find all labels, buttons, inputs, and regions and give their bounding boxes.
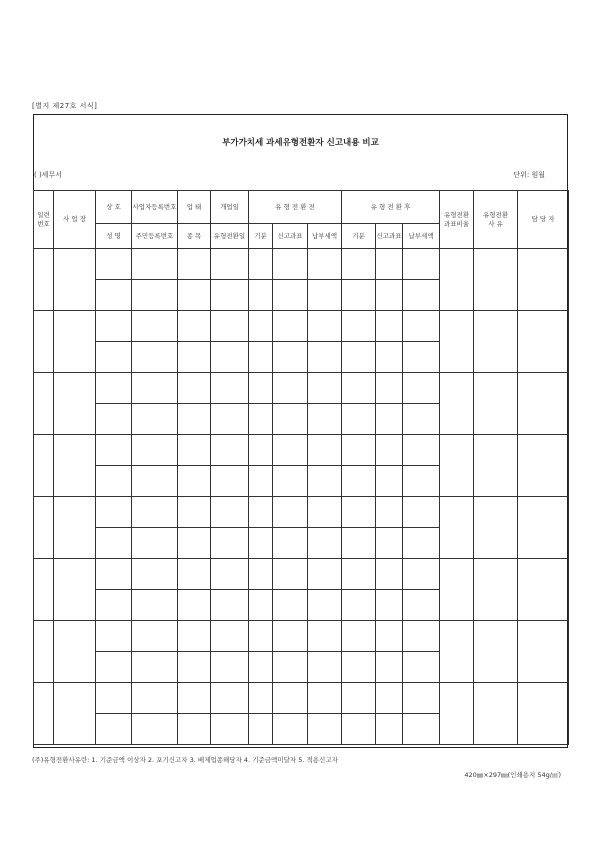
- entry-cell[interactable]: [518, 249, 569, 311]
- entry-cell[interactable]: [403, 714, 440, 745]
- entry-cell[interactable]: [376, 683, 403, 714]
- entry-cell[interactable]: [308, 559, 342, 590]
- entry-cell[interactable]: [178, 249, 211, 280]
- entry-cell[interactable]: [518, 435, 569, 497]
- entry-cell[interactable]: [96, 311, 132, 342]
- entry-cell[interactable]: [273, 404, 308, 435]
- entry-cell[interactable]: [96, 528, 132, 559]
- entry-cell[interactable]: [211, 373, 249, 404]
- entry-cell[interactable]: [403, 311, 440, 342]
- entry-cell[interactable]: [211, 559, 249, 590]
- entry-cell[interactable]: [273, 249, 308, 280]
- entry-cell[interactable]: [518, 373, 569, 435]
- entry-cell[interactable]: [54, 373, 96, 435]
- entry-cell[interactable]: [178, 683, 211, 714]
- entry-row: [34, 373, 569, 404]
- entry-cell[interactable]: [342, 342, 376, 373]
- header-conversion-date: 유형전환일: [211, 224, 249, 249]
- entry-cell[interactable]: [211, 652, 249, 683]
- entry-cell[interactable]: [132, 683, 178, 714]
- entry-cell[interactable]: [96, 621, 132, 652]
- tax-office-label: ( )세무서: [34, 171, 62, 179]
- header-conversion-reason: 유형전환 사 유: [474, 191, 518, 249]
- entry-cell[interactable]: [376, 528, 403, 559]
- entry-cell[interactable]: [273, 683, 308, 714]
- entry-cell[interactable]: [211, 497, 249, 528]
- entry-cell[interactable]: [273, 528, 308, 559]
- entry-cell[interactable]: [96, 559, 132, 590]
- footnote: (주)유형전환사유란: 1. 기준금액 이상자 2. 포기신고자 3. 배제업종해당자 4. 기준금액미달자 5. 적용신고자: [32, 756, 338, 764]
- entry-cell[interactable]: [308, 683, 342, 714]
- entry-cell[interactable]: [34, 621, 54, 683]
- entry-cell[interactable]: [132, 714, 178, 745]
- entry-cell[interactable]: [96, 590, 132, 621]
- entry-cell[interactable]: [440, 559, 474, 621]
- entry-cell[interactable]: [54, 497, 96, 559]
- entry-cell[interactable]: [211, 311, 249, 342]
- entry-cell[interactable]: [249, 311, 273, 342]
- entry-cell[interactable]: [96, 652, 132, 683]
- entry-cell[interactable]: [308, 373, 342, 404]
- entry-cell[interactable]: [54, 559, 96, 621]
- entry-cell[interactable]: [178, 528, 211, 559]
- entry-cell[interactable]: [96, 373, 132, 404]
- entry-cell[interactable]: [308, 497, 342, 528]
- entry-cell[interactable]: [249, 621, 273, 652]
- entry-cell[interactable]: [178, 373, 211, 404]
- entry-cell[interactable]: [132, 466, 178, 497]
- entry-cell[interactable]: [178, 621, 211, 652]
- header-open-date: 개업일: [211, 191, 249, 224]
- entry-cell[interactable]: [376, 621, 403, 652]
- entry-cell[interactable]: [342, 652, 376, 683]
- entry-row: [34, 249, 569, 280]
- entry-cell[interactable]: [178, 652, 211, 683]
- entry-cell[interactable]: [308, 249, 342, 280]
- entry-cell[interactable]: [440, 497, 474, 559]
- entry-cell[interactable]: [211, 249, 249, 280]
- entry-cell[interactable]: [376, 590, 403, 621]
- entry-cell[interactable]: [34, 249, 54, 311]
- entry-cell[interactable]: [249, 466, 273, 497]
- entry-cell[interactable]: [342, 590, 376, 621]
- entry-cell[interactable]: [308, 342, 342, 373]
- entry-row: [34, 621, 569, 652]
- entry-cell[interactable]: [178, 404, 211, 435]
- entry-cell[interactable]: [96, 249, 132, 280]
- entry-cell[interactable]: [376, 652, 403, 683]
- entry-cell[interactable]: [474, 683, 518, 745]
- entry-cell[interactable]: [342, 528, 376, 559]
- entry-cell[interactable]: [273, 590, 308, 621]
- entry-cell[interactable]: [376, 404, 403, 435]
- entry-row: [34, 435, 569, 466]
- entry-cell[interactable]: [96, 404, 132, 435]
- entry-cell[interactable]: [308, 435, 342, 466]
- entry-cell[interactable]: [518, 559, 569, 621]
- entry-cell[interactable]: [376, 466, 403, 497]
- entry-cell[interactable]: [96, 714, 132, 745]
- header-before-conversion: 유 형 전 환 전: [249, 191, 342, 224]
- entry-cell[interactable]: [474, 373, 518, 435]
- entry-cell[interactable]: [132, 342, 178, 373]
- entry-cell[interactable]: [273, 280, 308, 311]
- entry-cell[interactable]: [34, 683, 54, 745]
- entry-cell[interactable]: [211, 714, 249, 745]
- entry-cell[interactable]: [376, 559, 403, 590]
- entry-cell[interactable]: [96, 497, 132, 528]
- entry-cell[interactable]: [54, 621, 96, 683]
- entry-cell[interactable]: [308, 528, 342, 559]
- entry-cell[interactable]: [178, 435, 211, 466]
- entry-cell[interactable]: [440, 311, 474, 373]
- header-officer: 담 당 자: [518, 191, 569, 249]
- entry-cell[interactable]: [178, 497, 211, 528]
- entry-cell[interactable]: [342, 280, 376, 311]
- entry-cell[interactable]: [249, 590, 273, 621]
- entry-cell[interactable]: [96, 466, 132, 497]
- entry-cell[interactable]: [273, 373, 308, 404]
- entry-cell[interactable]: [342, 249, 376, 280]
- entry-cell[interactable]: [178, 559, 211, 590]
- entry-cell[interactable]: [403, 466, 440, 497]
- entry-cell[interactable]: [54, 311, 96, 373]
- entry-cell[interactable]: [403, 559, 440, 590]
- entry-row: [34, 497, 569, 528]
- entry-cell[interactable]: [96, 342, 132, 373]
- entry-cell[interactable]: [376, 373, 403, 404]
- entry-cell[interactable]: [403, 249, 440, 280]
- comparison-table: [33, 190, 569, 745]
- entry-cell[interactable]: [440, 621, 474, 683]
- header-before-tax-paid: 납부세액: [308, 224, 342, 249]
- entry-cell[interactable]: [132, 590, 178, 621]
- entry-cell[interactable]: [273, 311, 308, 342]
- entry-cell[interactable]: [308, 621, 342, 652]
- entry-cell[interactable]: [249, 497, 273, 528]
- entry-cell[interactable]: [178, 466, 211, 497]
- entry-cell[interactable]: [474, 621, 518, 683]
- entry-cell[interactable]: [518, 621, 569, 683]
- entry-cell[interactable]: [518, 311, 569, 373]
- entry-cell[interactable]: [342, 683, 376, 714]
- header-after-tax-base: 신고과표: [376, 224, 403, 249]
- entry-cell[interactable]: [54, 683, 96, 745]
- entry-cell[interactable]: [273, 342, 308, 373]
- paper-size: 420㎜×297㎜(인쇄용지 54g/㎡): [464, 771, 561, 779]
- entry-cell[interactable]: [440, 373, 474, 435]
- entry-cell[interactable]: [342, 466, 376, 497]
- entry-cell[interactable]: [211, 590, 249, 621]
- unit-label: 단위: 원월: [513, 171, 545, 179]
- header-resident-reg-no: 주민등록번호: [132, 224, 178, 249]
- entry-row: [34, 311, 569, 342]
- entry-cell[interactable]: [376, 311, 403, 342]
- entry-cell[interactable]: [440, 249, 474, 311]
- entry-cell[interactable]: [403, 342, 440, 373]
- entry-cell[interactable]: [403, 590, 440, 621]
- table-body: [34, 249, 569, 745]
- header-before-period: 기분: [249, 224, 273, 249]
- form-frame: [33, 114, 568, 748]
- header-after-tax-paid: 납부세액: [403, 224, 440, 249]
- entry-cell[interactable]: [34, 311, 54, 373]
- entry-cell[interactable]: [308, 652, 342, 683]
- table-header: [34, 191, 569, 249]
- entry-cell[interactable]: [178, 311, 211, 342]
- entry-cell[interactable]: [518, 683, 569, 745]
- entry-cell[interactable]: [249, 559, 273, 590]
- entry-cell[interactable]: [342, 714, 376, 745]
- header-business-place: 사 업 장: [54, 191, 96, 249]
- entry-cell[interactable]: [211, 466, 249, 497]
- entry-cell[interactable]: [96, 435, 132, 466]
- entry-cell[interactable]: [474, 249, 518, 311]
- entry-cell[interactable]: [342, 404, 376, 435]
- entry-cell[interactable]: [249, 683, 273, 714]
- entry-cell[interactable]: [403, 373, 440, 404]
- form-title: 부가가치세 과세유형전환자 신고내용 비교: [222, 138, 379, 148]
- entry-cell[interactable]: [440, 683, 474, 745]
- header-business-type: 업 태: [178, 191, 211, 224]
- entry-cell[interactable]: [249, 435, 273, 466]
- entry-cell[interactable]: [249, 249, 273, 280]
- entry-cell[interactable]: [342, 559, 376, 590]
- entry-cell[interactable]: [403, 683, 440, 714]
- entry-cell[interactable]: [440, 435, 474, 497]
- entry-cell[interactable]: [308, 466, 342, 497]
- entry-cell[interactable]: [376, 435, 403, 466]
- header-item: 종 목: [178, 224, 211, 249]
- entry-cell[interactable]: [211, 404, 249, 435]
- entry-cell[interactable]: [211, 621, 249, 652]
- entry-cell[interactable]: [518, 497, 569, 559]
- entry-cell[interactable]: [403, 621, 440, 652]
- entry-cell[interactable]: [273, 435, 308, 466]
- entry-cell[interactable]: [403, 497, 440, 528]
- entry-cell[interactable]: [178, 280, 211, 311]
- entry-cell[interactable]: [376, 342, 403, 373]
- entry-cell[interactable]: [376, 497, 403, 528]
- entry-cell[interactable]: [342, 373, 376, 404]
- entry-cell[interactable]: [308, 280, 342, 311]
- entry-cell[interactable]: [308, 714, 342, 745]
- entry-cell[interactable]: [132, 280, 178, 311]
- entry-cell[interactable]: [249, 528, 273, 559]
- entry-cell[interactable]: [403, 404, 440, 435]
- entry-cell[interactable]: [132, 404, 178, 435]
- entry-cell[interactable]: [34, 559, 54, 621]
- entry-cell[interactable]: [249, 280, 273, 311]
- entry-cell[interactable]: [273, 559, 308, 590]
- entry-cell[interactable]: [249, 652, 273, 683]
- entry-cell[interactable]: [211, 280, 249, 311]
- entry-cell[interactable]: [132, 249, 178, 280]
- entry-cell[interactable]: [403, 652, 440, 683]
- entry-row: [34, 559, 569, 590]
- entry-cell[interactable]: [34, 435, 54, 497]
- entry-cell[interactable]: [211, 683, 249, 714]
- entry-cell[interactable]: [96, 683, 132, 714]
- entry-cell[interactable]: [211, 435, 249, 466]
- header-trade-name: 상 호: [96, 191, 132, 224]
- entry-cell[interactable]: [178, 342, 211, 373]
- entry-cell[interactable]: [249, 342, 273, 373]
- entry-cell[interactable]: [178, 714, 211, 745]
- entry-cell[interactable]: [403, 280, 440, 311]
- entry-row: [34, 683, 569, 714]
- entry-cell[interactable]: [132, 497, 178, 528]
- entry-cell[interactable]: [132, 621, 178, 652]
- entry-cell[interactable]: [308, 404, 342, 435]
- entry-cell[interactable]: [54, 249, 96, 311]
- header-before-tax-base: 신고과표: [273, 224, 308, 249]
- entry-cell[interactable]: [474, 559, 518, 621]
- entry-cell[interactable]: [132, 311, 178, 342]
- entry-cell[interactable]: [342, 311, 376, 342]
- entry-cell[interactable]: [342, 621, 376, 652]
- header-tax-base-ratio: 유형전환 과표비율: [440, 191, 474, 249]
- entry-cell[interactable]: [249, 373, 273, 404]
- entry-cell[interactable]: [308, 311, 342, 342]
- entry-cell[interactable]: [211, 342, 249, 373]
- entry-cell[interactable]: [132, 528, 178, 559]
- entry-cell[interactable]: [96, 280, 132, 311]
- entry-cell[interactable]: [132, 652, 178, 683]
- header-after-conversion: 유 형 전 환 후: [342, 191, 440, 224]
- entry-cell[interactable]: [273, 621, 308, 652]
- entry-cell[interactable]: [342, 497, 376, 528]
- entry-cell[interactable]: [403, 528, 440, 559]
- entry-cell[interactable]: [54, 435, 96, 497]
- header-serial: 일련 번호: [34, 191, 54, 249]
- entry-cell[interactable]: [474, 311, 518, 373]
- entry-cell[interactable]: [308, 590, 342, 621]
- entry-cell[interactable]: [376, 249, 403, 280]
- entry-cell[interactable]: [273, 652, 308, 683]
- header-biz-reg-no: 사업자등록번호: [132, 191, 178, 224]
- entry-cell[interactable]: [474, 435, 518, 497]
- entry-cell[interactable]: [132, 559, 178, 590]
- entry-cell[interactable]: [34, 497, 54, 559]
- entry-cell[interactable]: [273, 466, 308, 497]
- form-label: [별지 제27호 서식]: [32, 102, 98, 110]
- entry-cell[interactable]: [34, 373, 54, 435]
- entry-cell[interactable]: [211, 528, 249, 559]
- entry-cell[interactable]: [273, 714, 308, 745]
- entry-cell[interactable]: [376, 280, 403, 311]
- entry-cell[interactable]: [474, 497, 518, 559]
- entry-cell[interactable]: [132, 435, 178, 466]
- entry-cell[interactable]: [403, 435, 440, 466]
- entry-cell[interactable]: [273, 497, 308, 528]
- entry-cell[interactable]: [132, 373, 178, 404]
- entry-cell[interactable]: [249, 714, 273, 745]
- entry-cell[interactable]: [342, 435, 376, 466]
- entry-cell[interactable]: [178, 590, 211, 621]
- header-name: 성 명: [96, 224, 132, 249]
- entry-cell[interactable]: [376, 714, 403, 745]
- header-after-period: 기분: [342, 224, 376, 249]
- entry-cell[interactable]: [249, 404, 273, 435]
